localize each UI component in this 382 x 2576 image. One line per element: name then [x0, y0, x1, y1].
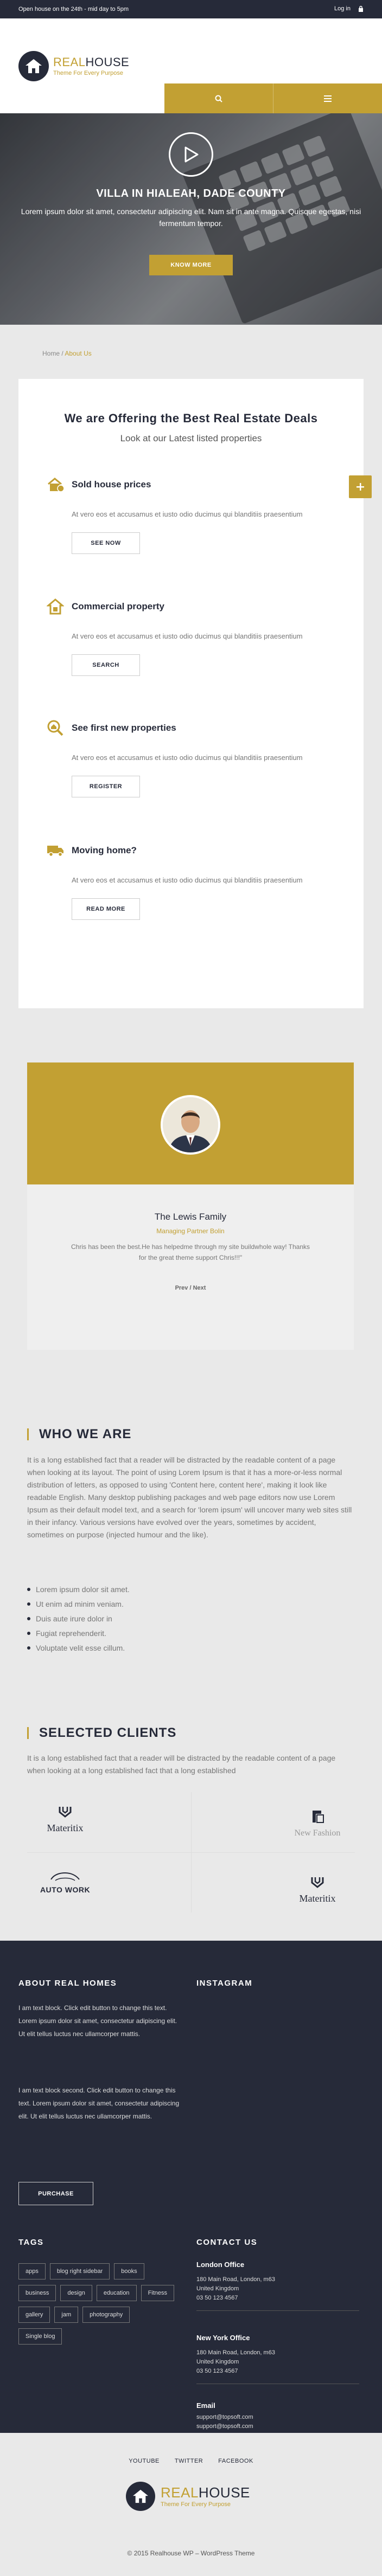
client-name: New Fashion	[294, 1828, 341, 1838]
play-icon	[183, 146, 199, 163]
client-logo[interactable]	[33, 1806, 98, 1834]
brand-tagline: Theme For Every Purpose	[161, 2501, 231, 2508]
service-text: At vero eos et accusamus et iusto odio ducimus qui blanditiis praesentium	[72, 876, 303, 884]
play-button[interactable]	[169, 132, 213, 177]
read-more-button[interactable]: READ MORE	[72, 898, 140, 920]
service-item	[46, 841, 339, 920]
client-name: AUTO WORK	[40, 1885, 91, 1894]
client-logo[interactable]	[282, 1876, 353, 1904]
about-text-1: I am text block. Click edit button to change this text. Lorem ipsum dolor sit amet, consectetur adipiscing elit. Ut elit tellus luctus nec ullamcorper mattis.	[18, 2004, 177, 2038]
divider	[27, 1852, 355, 1853]
hero-title: VILLA IN HIALEAH, DADE COUNTY	[96, 188, 286, 199]
testimonial-nav[interactable]: Prev / Next	[175, 1285, 206, 1291]
hero-text: Lorem ipsum dolor sit amet, consectetur adipiscing elit. Nam sit in ante magna. Quisque egestas, nisi fermentum tempor.	[21, 207, 361, 228]
about-text-2: I am text block second. Click edit button to change this text. Lorem ipsum dolor sit amet, consectetur adipiscing elit. Ut elit tellus luctus nec ullamcorper mattis.	[18, 2086, 180, 2120]
tag-link[interactable]: design	[60, 2285, 92, 2301]
office-line: 03 50 123 4567	[196, 2368, 238, 2374]
new-fashion-logo-icon	[309, 1808, 326, 1825]
facebook-link[interactable]: FACEBOOK	[218, 2458, 253, 2464]
search-icon	[215, 95, 222, 102]
tag-link[interactable]: apps	[18, 2263, 46, 2279]
tag-link[interactable]: photography	[82, 2307, 130, 2323]
copyright: © 2015 Realhouse WP – WordPress Theme	[127, 2549, 255, 2557]
menu-button[interactable]	[273, 83, 382, 113]
tag-link[interactable]: books	[114, 2263, 144, 2279]
see-now-button[interactable]: SEE NOW	[72, 532, 140, 554]
office-line: 180 Main Road, London, m63	[196, 2349, 275, 2356]
divider	[196, 2310, 359, 2311]
breadcrumb-home[interactable]: Home	[42, 350, 60, 357]
client-logos	[27, 1792, 355, 1912]
breadcrumb-separator: /	[61, 350, 63, 357]
office-block	[196, 2334, 359, 2384]
tags-title: TAGS	[18, 2238, 44, 2247]
search-button[interactable]	[164, 83, 273, 113]
site-footer	[0, 1941, 382, 2433]
service-text: At vero eos et accusamus et iusto odio ducimus qui blanditiis praesentium	[72, 510, 303, 518]
offers-subtitle: Look at our Latest listed properties	[120, 433, 262, 443]
hamburger-icon	[324, 95, 332, 102]
top-bar	[0, 0, 382, 18]
client-logo[interactable]	[282, 1808, 353, 1838]
building-icon	[46, 597, 65, 616]
office-name: London Office	[196, 2261, 245, 2269]
brand-real: REAL	[53, 55, 86, 69]
service-item	[46, 718, 339, 797]
bottom-bar	[0, 2433, 382, 2576]
breadcrumb-current: About Us	[65, 350, 92, 357]
breadcrumb	[42, 350, 92, 357]
tag-link[interactable]: business	[18, 2285, 56, 2301]
hero-banner	[0, 113, 382, 325]
list-item: Duis aute irure dolor in	[27, 1611, 130, 1626]
testimonial-quote: Chris has been the best.He has helpedme through my site buildwhole way! Thanks for the great theme support Chris!!!"	[71, 1243, 310, 1261]
lock-icon	[358, 5, 364, 12]
offers-card	[18, 379, 364, 1008]
list-item: Fugiat reprehenderit.	[27, 1626, 130, 1640]
service-title: Sold house prices	[72, 479, 151, 490]
email-link[interactable]: support@topsoft.com	[196, 2414, 253, 2420]
testimonial-body	[27, 1184, 354, 1350]
nav-bar	[164, 83, 382, 113]
clients-text: It is a long established fact that a reader will be distracted by the readable content of a page when looking at a long established fact that a long established	[27, 1754, 336, 1775]
service-text: At vero eos et accusamus et iusto odio ducimus qui blanditiis praesentium	[72, 632, 303, 640]
tag-cloud	[18, 2263, 176, 2345]
brand-house: HOUSE	[85, 55, 130, 69]
logo-house-icon	[18, 51, 49, 81]
office-line: 03 50 123 4567	[196, 2295, 238, 2301]
service-title: Moving home?	[72, 845, 137, 855]
service-text: At vero eos et accusamus et iusto odio ducimus qui blanditiis praesentium	[72, 754, 303, 762]
feature-list	[27, 1582, 130, 1655]
list-item: Voluptate velit esse cillum.	[27, 1640, 130, 1655]
logo-house-icon	[126, 2482, 155, 2511]
testimonial-banner	[27, 1062, 354, 1184]
service-title: See first new properties	[72, 723, 176, 733]
youtube-link[interactable]: YOUTUBE	[129, 2458, 160, 2464]
who-we-are-title: WHO WE ARE	[27, 1427, 131, 1442]
truck-icon	[46, 841, 65, 860]
materitix-logo-icon	[310, 1876, 324, 1888]
office-name: New York Office	[196, 2334, 250, 2342]
brand-tagline: Theme For Every Purpose	[53, 69, 123, 76]
office-block	[196, 2261, 359, 2311]
know-more-button[interactable]: KNOW MORE	[149, 255, 233, 275]
client-name: Materitix	[299, 1893, 336, 1904]
office-line: 180 Main Road, London, m63	[196, 2276, 275, 2283]
magnifier-house-icon	[46, 718, 65, 738]
avatar	[161, 1095, 220, 1155]
list-item: Lorem ipsum dolor sit amet.	[27, 1582, 130, 1596]
tag-link[interactable]: blog right sidebar	[50, 2263, 110, 2279]
social-links	[0, 2458, 382, 2464]
announcement-text: Open house on the 24th - mid day to 5pm	[18, 6, 129, 12]
auto-work-logo-icon	[49, 1871, 81, 1883]
hero-content	[0, 113, 382, 325]
service-title: Commercial property	[72, 601, 164, 611]
footer-logo[interactable]	[126, 2482, 250, 2511]
email-link[interactable]: support@topsoft.com	[196, 2423, 253, 2430]
service-item	[46, 597, 339, 676]
purchase-button[interactable]: PURCHASE	[18, 2182, 93, 2205]
tag-link[interactable]: gallery	[18, 2307, 50, 2323]
brand-real: REAL	[161, 2484, 199, 2501]
tag-link[interactable]: education	[97, 2285, 137, 2301]
offers-title: We are Offering the Best Real Estate Deals	[64, 411, 318, 425]
list-item: Ut enim ad minim veniam.	[27, 1596, 130, 1611]
twitter-link[interactable]: TWITTER	[174, 2458, 203, 2464]
house-money-icon	[46, 475, 65, 494]
tag-link[interactable]: jam	[54, 2307, 78, 2323]
office-line: United Kingdom	[196, 2285, 239, 2292]
materitix-logo-icon	[58, 1806, 72, 1818]
tag-link[interactable]: Fitness	[141, 2285, 174, 2301]
testimonial-card	[27, 1062, 354, 1350]
brand-house: HOUSE	[198, 2484, 250, 2501]
email-block	[196, 2401, 359, 2431]
selected-clients-title: SELECTED CLIENTS	[27, 1725, 176, 1741]
plus-icon	[356, 483, 364, 491]
search-button[interactable]: SEARCH	[72, 654, 140, 676]
client-logo[interactable]	[33, 1871, 98, 1894]
plus-button[interactable]	[349, 475, 372, 498]
instagram-title: INSTAGRAM	[196, 1979, 253, 1988]
contact-title: CONTACT US	[196, 2238, 258, 2247]
site-logo[interactable]	[18, 51, 129, 81]
client-name: Materitix	[47, 1822, 84, 1833]
testimonial-name: The Lewis Family	[154, 1212, 227, 1222]
service-item	[46, 475, 339, 554]
brand-name	[53, 56, 129, 68]
about-title: ABOUT REAL HOMES	[18, 1979, 117, 1988]
tag-link[interactable]: Single blog	[18, 2328, 62, 2345]
login-area[interactable]	[334, 5, 364, 12]
office-line: United Kingdom	[196, 2359, 239, 2365]
login-link[interactable]: Log in	[334, 5, 351, 12]
brand-name	[161, 2485, 250, 2500]
register-button[interactable]: REGISTER	[72, 776, 140, 797]
email-title: Email	[196, 2401, 215, 2410]
who-we-are-text: It is a long established fact that a reader will be distracted by the readable content of a page when looking at its layout. The point of using Lorem Ipsum is that it has a more-or-less normal distribution of letters, as opposed to using 'Content here, content here', making it look like readable English. Many desktop publishing packages and web page editors now use Lorem Ipsum as their default model text, and a search for 'lorem ipsum' will uncover many web sites still in their infancy. Various versions have evolved over the years, sometimes by accident, sometimes on purpose (injected humour and the like).	[27, 1456, 352, 1539]
testimonial-role: Managing Partner Bolin	[156, 1227, 225, 1235]
